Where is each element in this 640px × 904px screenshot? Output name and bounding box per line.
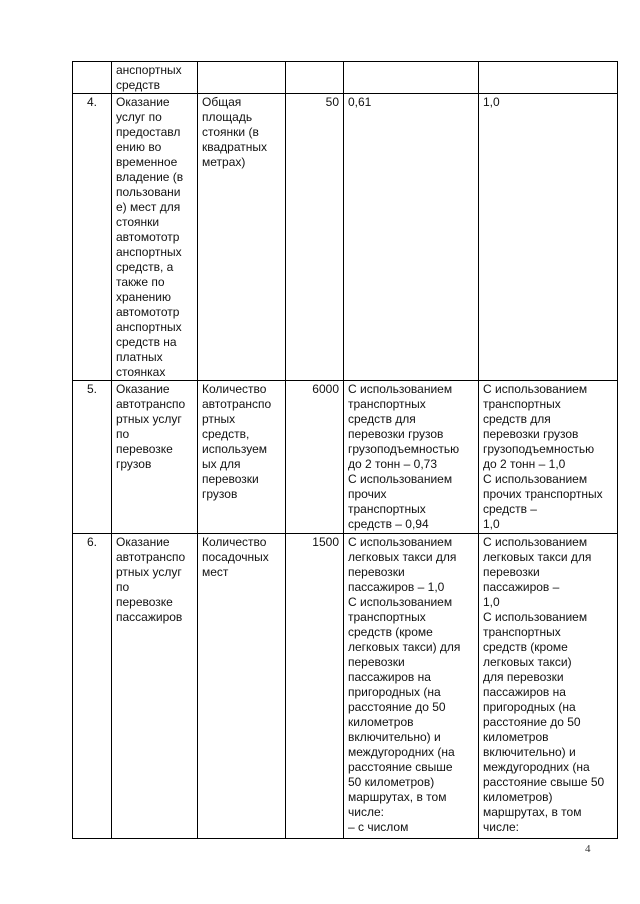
row-number-cell: [73, 94, 112, 381]
activity-name-cell: [112, 534, 198, 839]
base-yield: 6000: [312, 382, 339, 396]
row-number-cell: [73, 381, 112, 534]
activity-name: Оказание автотранспо ртных услуг по перевозке грузов: [116, 382, 186, 471]
coefficient-1: 0,61: [348, 95, 372, 109]
coefficient-2: С использованием легковых такси для перевозки пассажиров – 1,0 С использованием транспортных средств (кроме легковых такси) для перевозки пассажиров на пригородных (на расстояние до 50 километров включительно) и междугородних (на расстояние свыше 50 километров) маршрутах, в том числе:: [483, 535, 605, 834]
activity-name-cell: [112, 62, 198, 94]
row-number: 4.: [86, 95, 97, 109]
coefficient-1-cell: [344, 381, 479, 534]
row-number-cell: [73, 62, 112, 94]
coefficient-1-cell: [344, 62, 479, 94]
coefficient-2-cell: [479, 534, 618, 839]
base-yield-cell: [286, 381, 344, 534]
table-row: [73, 94, 618, 381]
coefficient-2-cell: [479, 62, 618, 94]
base-yield-cell: [286, 94, 344, 381]
row-number-cell: [73, 534, 112, 839]
coefficient-2: С использованием транспортных средств для перевозки грузов грузоподъемностью до 2 тонн – 1,0 С использованием прочих транспортных средств – 1,0: [483, 382, 603, 531]
table-row: [73, 62, 618, 94]
table-row: [73, 381, 618, 534]
physical-indicator: Общая площадь стоянки (в квадратных метрах): [202, 95, 267, 169]
base-yield-cell: [286, 534, 344, 839]
physical-indicator: Количество посадочных мест: [202, 535, 269, 579]
physical-indicator-cell: [198, 94, 286, 381]
physical-indicator: Количество автотранспо ртных средств, используем ых для перевозки грузов: [202, 382, 272, 501]
activity-name-cell: [112, 381, 198, 534]
table-row: [73, 534, 618, 839]
coefficient-1-cell: [344, 534, 479, 839]
physical-indicator-cell: [198, 62, 286, 94]
physical-indicator-cell: [198, 534, 286, 839]
activity-name: Оказание услуг по предоставл ению во временное владение (в пользовани е) мест для стоянки автомототр анспортных средств, а также по хранению автомототр анспортных средств на платных стоянках: [116, 95, 184, 379]
coefficient-2: 1,0: [483, 95, 500, 109]
coefficient-2-cell: [479, 94, 618, 381]
page-number: 4: [585, 843, 591, 855]
base-yield: 1500: [312, 535, 339, 549]
base-yield: 50: [325, 95, 339, 109]
activity-name: Оказание автотранспо ртных услуг по перевозке пассажиров: [116, 535, 186, 624]
physical-indicator-cell: [198, 381, 286, 534]
activity-name-cell: [112, 94, 198, 381]
coefficient-2-cell: [479, 381, 618, 534]
activity-name: анспортных средств: [116, 63, 182, 92]
base-yield-cell: [286, 62, 344, 94]
tax-coefficients-table: [72, 61, 618, 839]
coefficient-1: С использованием легковых такси для перевозки пассажиров – 1,0 С использованием транспортных средств (кроме легковых такси) для перевозки пассажиров на пригородных (на расстояние до 50 километров включительно) и междугородних (на расстояние свыше 50 километров) маршрутах, в том числе: – с числом: [348, 535, 461, 834]
row-number: 5.: [86, 382, 97, 396]
coefficient-1-cell: [344, 94, 479, 381]
coefficient-1: С использованием транспортных средств для перевозки грузов грузоподъемностью до 2 тонн – 0,73 С использованием прочих транспортных средств – 0,94: [348, 382, 460, 531]
row-number: 6.: [86, 535, 97, 549]
